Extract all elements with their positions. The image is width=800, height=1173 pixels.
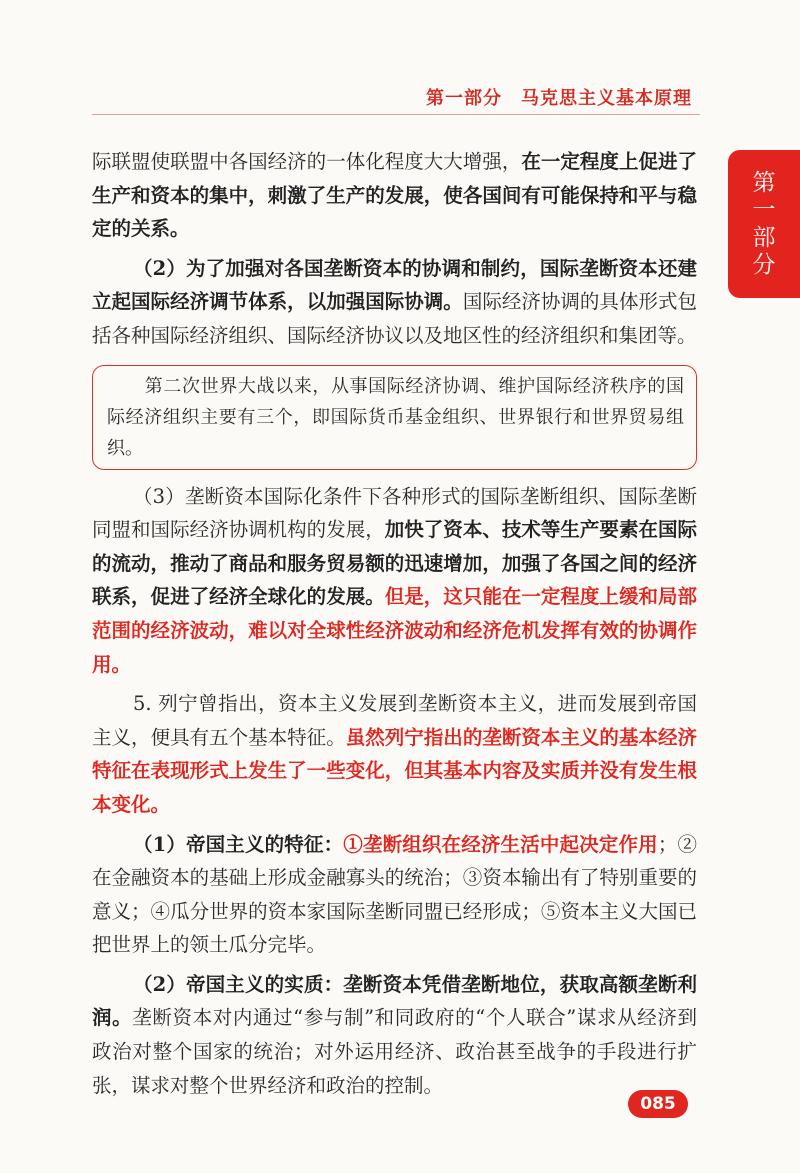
paragraph-3 bbox=[92, 480, 697, 682]
page-body bbox=[92, 145, 697, 1102]
p1-normal-text: 际联盟使联盟中各国经济的一体化程度大大增强， bbox=[92, 150, 522, 173]
note-text: 第二次世界大战以来，从事国际经济协调、维护国际经济秩序的国际经济组织主要有三个，即国际货币基金组织、世界银行和世界贸易组织。 bbox=[107, 375, 684, 459]
p6-bold-text: （2）帝国主义的实质：垄断资本凭借垄断地位，获取高额垄断利润。 bbox=[92, 972, 697, 1030]
p5-normal-text: ；②在金融资本的基础上形成金融寡头的统治；③资本输出有了特别重要的意义；④瓜分世界的资本家国际垄断同盟已经形成；⑤资本主义大国已把世界上的领土瓜分完毕。 bbox=[92, 832, 697, 957]
side-tab-char: 分 bbox=[752, 251, 776, 278]
paragraph-6 bbox=[92, 968, 697, 1102]
page-header bbox=[92, 80, 700, 115]
p3-bold-text: 加快了资本、技术等生产要素在国际的流动，推动了商品和服务贸易额的迅速增加，加强了各国之间的经济联系，促进了经济全球化的发展。 bbox=[92, 518, 697, 609]
page-number-badge: 085 bbox=[628, 1090, 688, 1118]
p1-bold-text: 在一定程度上促进了生产和资本的集中，刺激了生产的发展，使各国间有可能保持和平与稳定的关系。 bbox=[92, 150, 697, 241]
p2-normal-text: 国际经济协调的具体形式包括各种国际经济组织、国际经济协议以及地区性的经济组织和集团等。 bbox=[92, 290, 697, 347]
side-tab-char: 部 bbox=[752, 224, 776, 251]
paragraph-1 bbox=[92, 145, 697, 246]
p4-red-text: 虽然列宁指出的垄断资本主义的基本经济特征在表现形式上发生了一些变化，但其基本内容及实质并没有发生根本变化。 bbox=[92, 725, 697, 816]
section-side-tab bbox=[728, 150, 800, 298]
p3-normal-text: （3）垄断资本国际化条件下各种形式的国际垄断组织、国际垄断同盟和国际经济协调机构的发展， bbox=[92, 484, 697, 542]
side-tab-char: 第 bbox=[752, 170, 776, 197]
section-title: 第一部分 马克思主义基本原理 bbox=[426, 88, 692, 109]
p2-bold-text: （2）为了加强对各国垄断资本的协调和制约，国际垄断资本还建立起国际经济调节体系，以加强国际协调。 bbox=[92, 256, 697, 314]
p6-normal-text: 垄断资本对内通过“参与制”和同政府的“个人联合”谋求从经济到政治对整个国家的统治；对外运用经济、政治甚至战争的手段进行扩张，谋求对整个世界经济和政治的控制。 bbox=[92, 1006, 697, 1097]
paragraph-5 bbox=[92, 828, 697, 962]
paragraph-4 bbox=[92, 687, 697, 821]
paragraph-2 bbox=[92, 252, 697, 353]
p5-bold-text: （1）帝国主义的特征： bbox=[132, 832, 344, 856]
p3-red-text: 但是，这只能在一定程度上缓和局部范围的经济波动，难以对全球性经济波动和经济危机发挥有效的协调作用。 bbox=[92, 585, 697, 676]
side-tab-char: 一 bbox=[752, 197, 776, 224]
note-box bbox=[92, 365, 697, 470]
p4-normal-text: 5. 列宁曾指出，资本主义发展到垄断资本主义，进而发展到帝国主义，便具有五个基本特征。 bbox=[92, 692, 697, 749]
p5-red-text: ①垄断组织在经济生活中起决定作用 bbox=[343, 832, 658, 856]
